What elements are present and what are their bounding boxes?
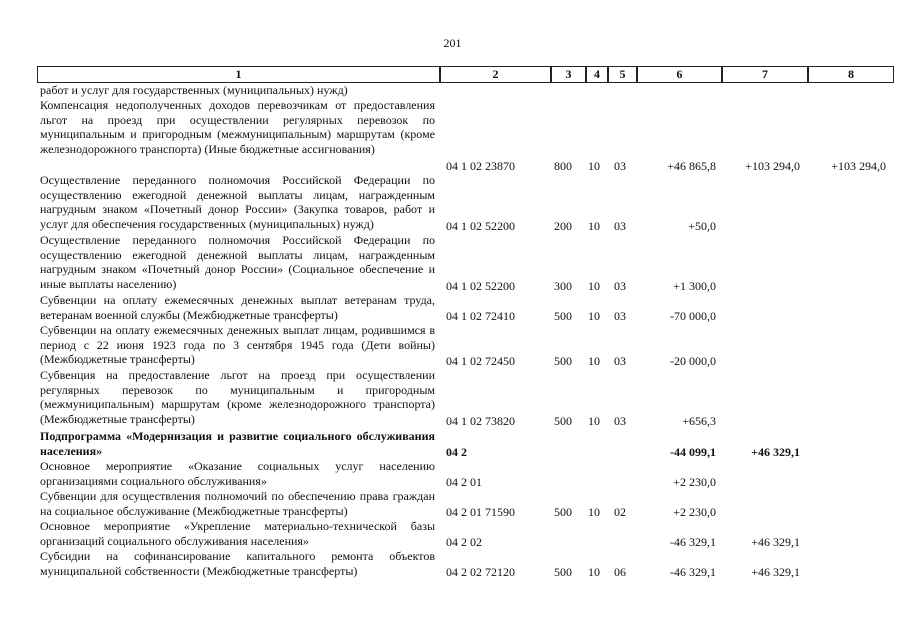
row-description: Основное мероприятие «Оказание социальных услуг населению организациями социального обслуживания» [40, 459, 435, 488]
row-value6: +1 300,0 [673, 279, 716, 293]
row-value7: +46 329,1 [751, 445, 800, 459]
row-code: 04 2 01 71590 [446, 505, 515, 519]
row-col5: 06 [614, 565, 626, 579]
row-description: Осуществление переданного полномочия Российской Федерации по осуществлению ежегодной денежной выплаты лицам, награжденным нагрудным знаком «Почетный донор России» (Закупка товаров, работ и услуг для обеспечения государственных (муниципальных) нужд) [40, 173, 435, 231]
row-value6: +656,3 [682, 414, 716, 428]
row-col5: 03 [614, 309, 626, 323]
row-code: 04 1 02 73820 [446, 414, 515, 428]
row-col4: 10 [588, 354, 600, 368]
row-value6: -70 000,0 [670, 309, 716, 323]
row-description: Компенсация недополученных доходов перевозчикам от предоставления льгот на проезд при осуществлении регулярных перевозок по муниципальным и пригородным (межмуниципальным) маршрутам (кроме железнодорожного транспорта) (Иные бюджетные ассигнования) [40, 98, 435, 156]
row-col5: 03 [614, 219, 626, 233]
row-col3: 500 [554, 354, 572, 368]
row-value7: +46 329,1 [751, 565, 800, 579]
row-description: Субвенция на предоставление льгот на проезд при осуществлении регулярных перевозок по муниципальным и пригородным (межмуниципальным) маршрутам (кроме железнодорожного транспорта) (Межбюджетные трансферты) [40, 368, 435, 426]
row-col4: 10 [588, 414, 600, 428]
page-number: 201 [443, 36, 462, 50]
row-value6: +50,0 [688, 219, 716, 233]
row-value6: +46 865,8 [667, 159, 716, 173]
row-col5: 02 [614, 505, 626, 519]
header-col-1: 1 [37, 66, 440, 83]
row-col3: 300 [554, 279, 572, 293]
row-description: Осуществление переданного полномочия Российской Федерации по осуществлению ежегодной денежной выплаты лицам, награжденным нагрудным знаком «Почетный донор России» (Социальное обеспечение и иные выплаты населению) [40, 233, 435, 291]
row-value6: -46 329,1 [670, 535, 716, 549]
row-col3: 500 [554, 565, 572, 579]
row-code: 04 1 02 23870 [446, 159, 515, 173]
row-col3: 500 [554, 309, 572, 323]
header-col-5: 5 [608, 66, 637, 83]
row-value6: +2 230,0 [673, 475, 716, 489]
row-code: 04 2 [446, 445, 467, 459]
row-code: 04 2 02 72120 [446, 565, 515, 579]
row-value8: +103 294,0 [831, 159, 886, 173]
row-description: работ и услуг для государственных (муниципальных) нужд) [40, 83, 348, 97]
row-code: 04 1 02 52200 [446, 279, 515, 293]
row-value7: +103 294,0 [745, 159, 800, 173]
row-value6: -44 099,1 [670, 445, 716, 459]
header-col-4: 4 [586, 66, 608, 83]
row-value6: -20 000,0 [670, 354, 716, 368]
row-value7: +46 329,1 [751, 535, 800, 549]
row-col4: 10 [588, 505, 600, 519]
header-col-6: 6 [637, 66, 722, 83]
row-code: 04 1 02 52200 [446, 219, 515, 233]
row-description: Субсидии на софинансирование капитального ремонта объектов муниципальной собственности (Межбюджетные трансферты) [40, 549, 435, 578]
row-value6: -46 329,1 [670, 565, 716, 579]
row-col4: 10 [588, 159, 600, 173]
row-description: Субвенции на оплату ежемесячных денежных выплат лицам, родившимся в период с 22 июня 1923 года по 3 сентября 1945 года (Дети войны) (Межбюджетные трансферты) [40, 323, 435, 367]
header-col-2: 2 [440, 66, 551, 83]
row-col4: 10 [588, 279, 600, 293]
header-col-3: 3 [551, 66, 586, 83]
row-code: 04 2 01 [446, 475, 482, 489]
row-description: Субвенции на оплату ежемесячных денежных выплат ветеранам труда, ветеранам военной службы (Межбюджетные трансферты) [40, 293, 435, 322]
row-value6: +2 230,0 [673, 505, 716, 519]
row-col5: 03 [614, 354, 626, 368]
row-col3: 800 [554, 159, 572, 173]
row-col4: 10 [588, 309, 600, 323]
row-col5: 03 [614, 279, 626, 293]
row-code: 04 1 02 72410 [446, 309, 515, 323]
row-col3: 500 [554, 505, 572, 519]
header-col-8: 8 [808, 66, 894, 83]
row-description: Субвенции для осуществления полномочий по обеспечению права граждан на социальное обслуживание (Межбюджетные трансферты) [40, 489, 435, 518]
row-code: 04 2 02 [446, 535, 482, 549]
row-col3: 200 [554, 219, 572, 233]
row-col4: 10 [588, 565, 600, 579]
row-col3: 500 [554, 414, 572, 428]
row-col5: 03 [614, 159, 626, 173]
row-code: 04 1 02 72450 [446, 354, 515, 368]
header-col-7: 7 [722, 66, 808, 83]
row-description: Подпрограмма «Модернизация и развитие социального обслуживания населения» [40, 429, 435, 458]
row-col5: 03 [614, 414, 626, 428]
row-description: Основное мероприятие «Укрепление материально-технической базы организаций социального обслуживания населения» [40, 519, 435, 548]
row-col4: 10 [588, 219, 600, 233]
